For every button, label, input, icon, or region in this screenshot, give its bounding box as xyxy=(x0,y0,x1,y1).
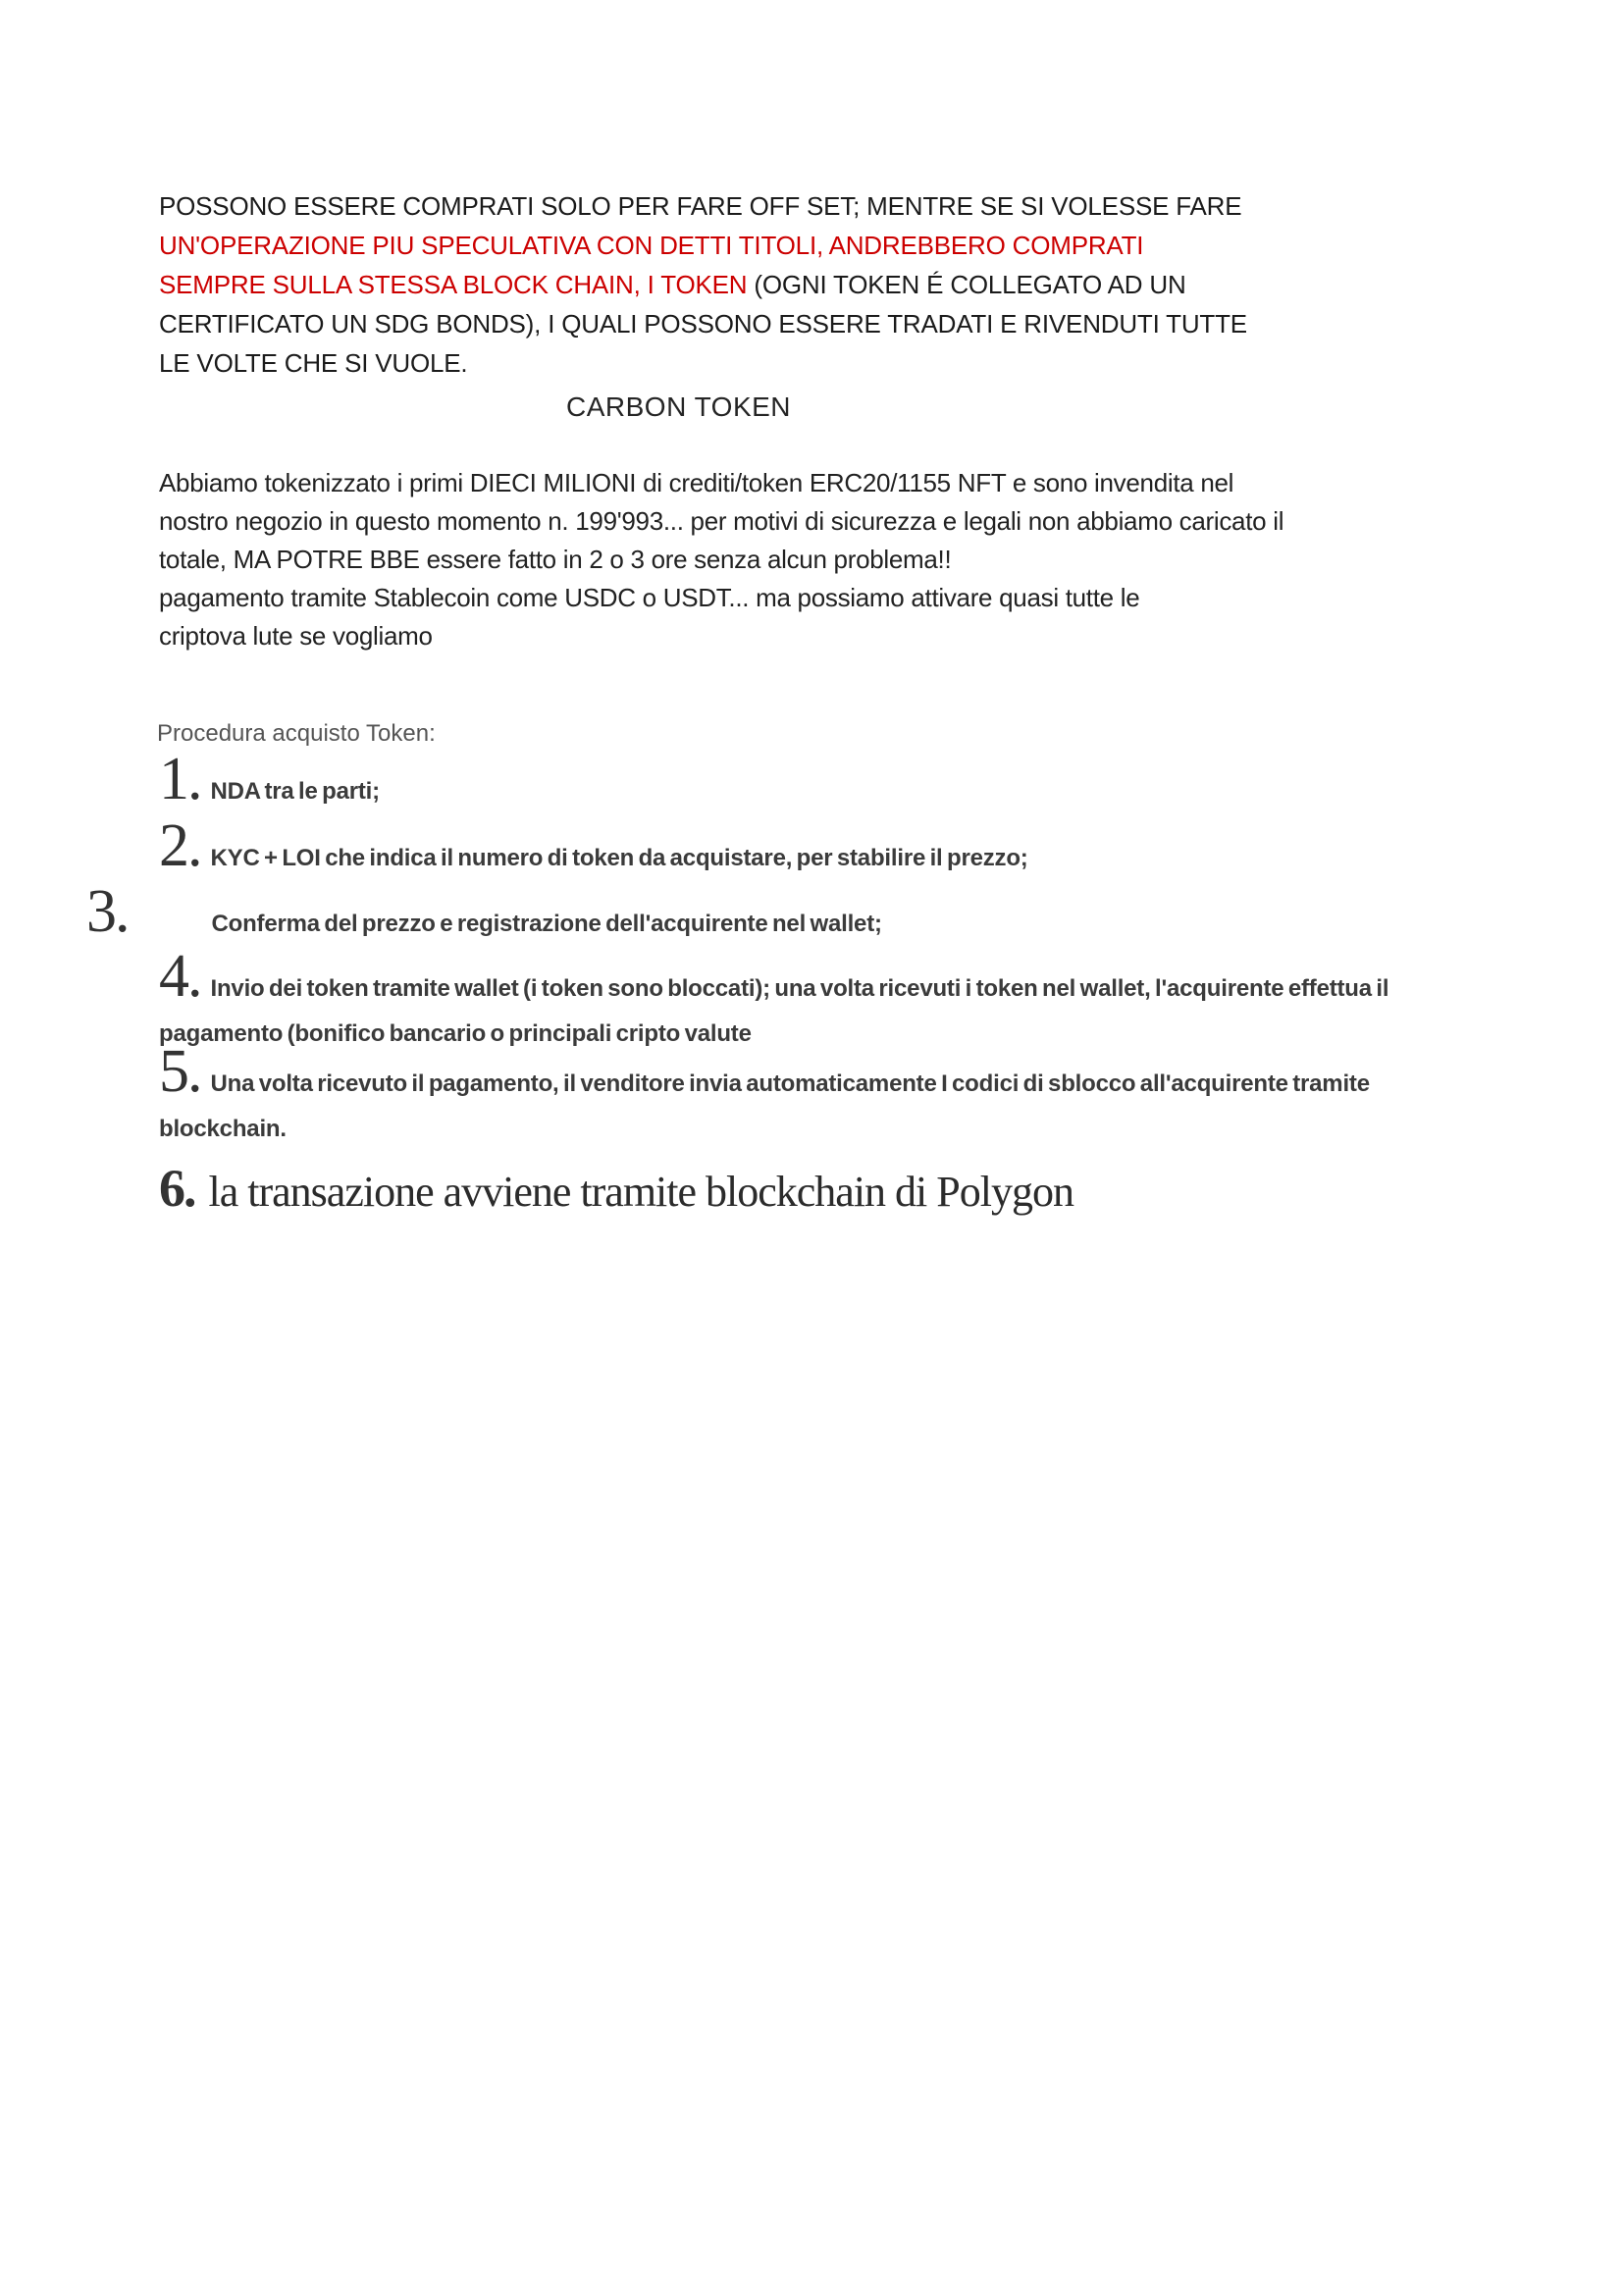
step-text-2: KYC + LOI che indica il numero di token da acquistare, per stabilire il prezzo; xyxy=(210,845,1028,871)
procedure-step-5 xyxy=(159,1038,1415,1152)
sales-line-5: criptova lute se vogliamo xyxy=(159,621,433,651)
intro-line-3 xyxy=(159,265,1484,304)
procedure-step-2 xyxy=(159,812,1415,881)
intro-red-text-1: UN'OPERAZIONE PIU SPECULATIVA CON DETTI TITOLI, ANDREBBERO COMPRATI xyxy=(159,231,1144,260)
step-number-6: 6. xyxy=(159,1159,195,1218)
step-number-3: 3. xyxy=(86,878,129,945)
intro-paragraph xyxy=(159,186,1484,383)
procedure-step-3 xyxy=(86,878,1415,947)
intro-line-1: POSSONO ESSERE COMPRATI SOLO PER FARE OFF SET; MENTRE SE SI VOLESSE FARE xyxy=(159,191,1242,221)
sales-line-3: totale, MA POTRE BBE essere fatto in 2 o 3 ore senza alcun problema!! xyxy=(159,545,952,574)
step-number-1: 1. xyxy=(159,746,201,812)
procedure-title: Procedura acquisto Token: xyxy=(157,720,436,747)
sales-line-1: Abbiamo tokenizzato i primi DIECI MILIONI di crediti/token ERC20/1155 NFT e sono invendita nel xyxy=(159,468,1234,497)
sales-paragraph xyxy=(159,464,1484,655)
step-number-4: 4. xyxy=(159,943,201,1010)
step-text-4: Invio dei token tramite wallet (i token sono bloccati); una volta ricevuti i token nel wallet, l'acquirente effettua il pagamento (bonifico bancario o principali cripto valute xyxy=(159,975,1389,1047)
step-number-5: 5. xyxy=(159,1038,201,1105)
sales-line-2: nostro negozio in questo momento n. 199'993... per motivi di sicurezza e legali non abbiamo caricato il xyxy=(159,506,1284,536)
intro-line-5: LE VOLTE CHE SI VUOLE. xyxy=(159,348,468,378)
step-text-1: NDA tra le parti; xyxy=(210,778,380,805)
step-text-6: la transazione avviene tramite blockchain di Polygon xyxy=(208,1168,1073,1216)
procedure-step-6 xyxy=(159,1159,1533,1218)
intro-line-2 xyxy=(159,226,1484,265)
carbon-token-heading: CARBON TOKEN xyxy=(566,391,792,422)
intro-black-text-3: (OGNI TOKEN É COLLEGATO AD UN xyxy=(747,270,1186,299)
intro-line-4: CERTIFICATO UN SDG BONDS), I QUALI POSSONO ESSERE TRADATI E RIVENDUTI TUTTE xyxy=(159,309,1247,339)
step-number-2: 2. xyxy=(159,812,201,879)
intro-red-text-2: SEMPRE SULLA STESSA BLOCK CHAIN, I TOKEN xyxy=(159,270,748,299)
procedure-step-1 xyxy=(159,746,1415,814)
step-text-3: Conferma del prezzo e registrazione dell'acquirente nel wallet; xyxy=(211,911,882,937)
sales-line-4: pagamento tramite Stablecoin come USDC o USDT... ma possiamo attivare quasi tutte le xyxy=(159,583,1140,612)
step-text-5: Una volta ricevuto il pagamento, il venditore invia automaticamente I codici di sblocco all'acquirente tramite blockchain. xyxy=(159,1070,1370,1142)
